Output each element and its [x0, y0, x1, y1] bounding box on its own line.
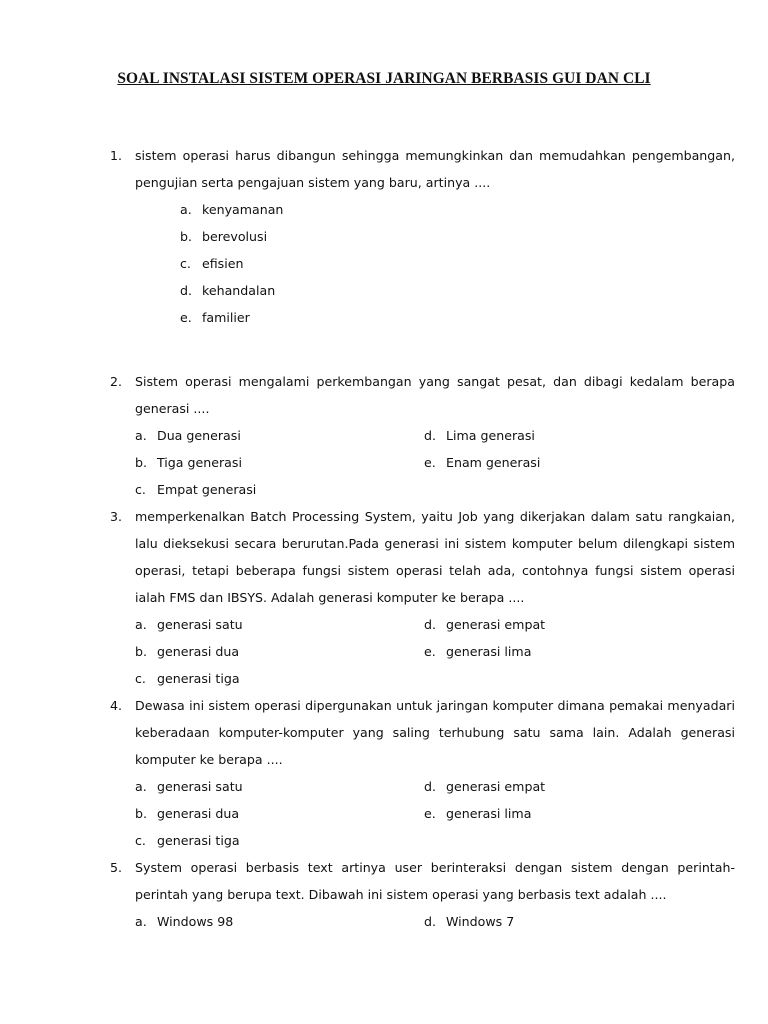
option-letter: e.: [424, 455, 436, 470]
option-letter: a.: [135, 914, 147, 929]
option-text: generasi empat: [446, 779, 546, 794]
option-c: [135, 665, 424, 692]
option-e: [424, 800, 724, 827]
option-letter: e.: [424, 644, 436, 659]
option-letter: c.: [135, 833, 146, 848]
document-title: SOAL INSTALASI SISTEM OPERASI JARINGAN BERBASIS GUI DAN CLI: [117, 70, 651, 87]
option-letter: a.: [135, 617, 147, 632]
option-e: [424, 449, 724, 476]
option-b: [135, 800, 424, 827]
option-d: [424, 422, 724, 449]
option-d: [135, 277, 735, 304]
option-c: [135, 476, 424, 503]
answer-options: [135, 611, 735, 692]
option-d: [424, 908, 724, 935]
option-letter: d.: [180, 283, 192, 298]
question-text: memperkenalkan Batch Processing System, yaitu Job yang dikerjakan dalam satu rangkaian, lalu dieksekusi secara berurutan.Pada generasi ini sistem komputer belum dilengkapi sistem operasi, tetapi beberapa fungsi sistem operasi telah ada, contohnya fungsi sistem operasi ialah FMS dan IBSYS. Adalah generasi komputer ke berapa ....: [135, 509, 735, 605]
option-a: [135, 422, 424, 449]
question-5: [110, 854, 735, 935]
option-letter: c.: [180, 256, 191, 271]
option-letter: b.: [180, 229, 192, 244]
question-text: sistem operasi harus dibangun sehingga memungkinkan dan memudahkan pengembangan, pengujian serta pengajuan sistem yang baru, artinya ....: [135, 148, 735, 190]
option-c: [135, 250, 735, 277]
answer-options: [135, 422, 735, 503]
question-4: [110, 692, 735, 854]
question-2: [110, 368, 735, 503]
option-letter: c.: [135, 671, 146, 686]
option-a: [135, 773, 424, 800]
option-text: efisien: [202, 256, 244, 271]
option-text: Dua generasi: [157, 428, 241, 443]
option-c: [135, 827, 424, 854]
option-a: [135, 908, 424, 935]
option-text: generasi satu: [157, 617, 243, 632]
option-text: berevolusi: [202, 229, 268, 244]
question-number: 4.: [110, 698, 123, 713]
option-text: generasi tiga: [157, 671, 240, 686]
question-3: [110, 503, 735, 692]
option-text: generasi empat: [446, 617, 546, 632]
option-d: [424, 611, 724, 638]
option-text: Enam generasi: [446, 455, 541, 470]
option-b: [135, 449, 424, 476]
option-text: Tiga generasi: [157, 455, 242, 470]
option-b: [135, 223, 735, 250]
question-number: 5.: [110, 860, 123, 875]
question-text: Sistem operasi mengalami perkembangan yang sangat pesat, dan dibagi kedalam berapa generasi ....: [135, 374, 735, 416]
option-text: generasi lima: [446, 806, 532, 821]
option-text: generasi lima: [446, 644, 532, 659]
question-number: 1.: [110, 148, 123, 163]
option-letter: e.: [424, 806, 436, 821]
option-text: generasi satu: [157, 779, 243, 794]
question-number: 3.: [110, 509, 123, 524]
option-letter: c.: [135, 482, 146, 497]
option-letter: b.: [135, 455, 147, 470]
option-e: [424, 638, 724, 665]
option-a: [135, 196, 735, 223]
option-e: [135, 304, 735, 331]
option-text: generasi dua: [157, 644, 240, 659]
option-b: [135, 638, 424, 665]
option-letter: e.: [180, 310, 192, 325]
option-text: Lima generasi: [446, 428, 535, 443]
option-text: kehandalan: [202, 283, 276, 298]
option-d: [424, 773, 724, 800]
option-letter: d.: [424, 779, 436, 794]
answer-options: [135, 908, 735, 935]
option-text: Windows 7: [446, 914, 515, 929]
option-letter: d.: [424, 428, 436, 443]
option-letter: d.: [424, 914, 436, 929]
option-letter: a.: [180, 202, 192, 217]
option-letter: d.: [424, 617, 436, 632]
answer-options: [135, 773, 735, 854]
option-letter: a.: [135, 779, 147, 794]
question-number: 2.: [110, 374, 123, 389]
question-text: Dewasa ini sistem operasi dipergunakan untuk jaringan komputer dimana pemakai menyadari keberadaan komputer-komputer yang saling terhubung satu sama lain. Adalah generasi komputer ke berapa ....: [135, 698, 735, 767]
question-text: System operasi berbasis text artinya user berinteraksi dengan sistem dengan perintah-perintah yang berupa text. Dibawah ini sistem operasi yang berbasis text adalah ....: [135, 860, 735, 902]
option-text: generasi tiga: [157, 833, 240, 848]
option-text: kenyamanan: [202, 202, 284, 217]
answer-options: [135, 196, 735, 331]
option-a: [135, 611, 424, 638]
question-1: [110, 142, 735, 331]
option-letter: a.: [135, 428, 147, 443]
option-text: Windows 98: [157, 914, 234, 929]
option-text: Empat generasi: [157, 482, 257, 497]
option-letter: b.: [135, 806, 147, 821]
option-letter: b.: [135, 644, 147, 659]
option-text: familier: [202, 310, 250, 325]
option-text: generasi dua: [157, 806, 240, 821]
